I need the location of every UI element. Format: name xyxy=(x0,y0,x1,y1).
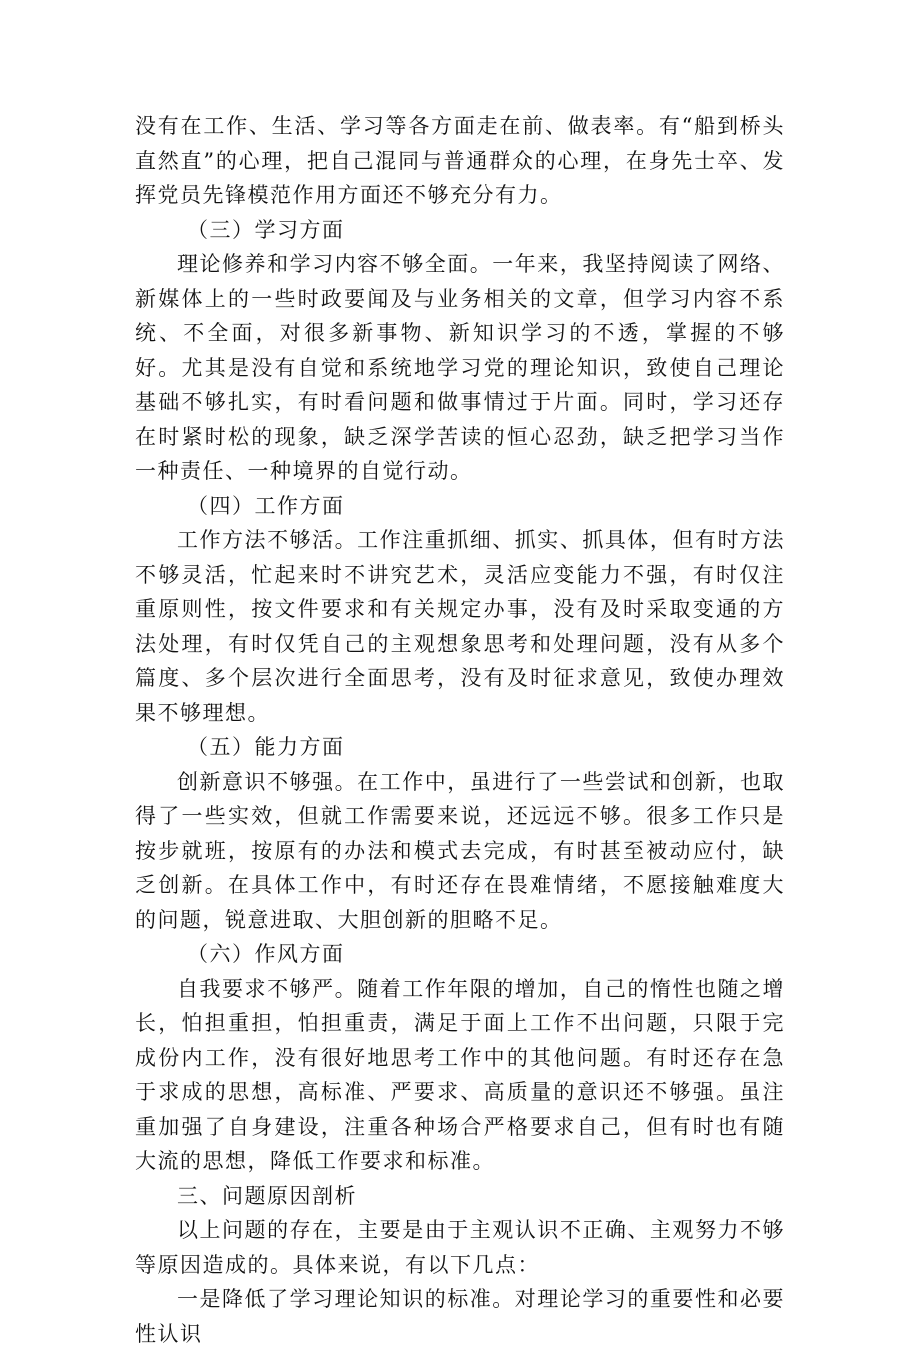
heading-ability: （五）能力方面 xyxy=(187,735,345,759)
heading-work: （四）工作方面 xyxy=(187,493,345,518)
paragraph-cause: 以上问题的存在，主要是由于主观认识不正确、主观努力不够等原因造成的。具体来说，有以下几点： xyxy=(135,1218,785,1277)
paragraph-ability: 创新意识不够强。在工作中，虽进行了一些尝试和创新，也取得了一些实效，但就工作需要来说，还远远不够。很多工作只是按步就班，按原有的办法和模式去完成，有时甚至被动应付，缺乏创新。在具体工作中，有时还存在畏难情绪，不愿接触难度大的问题，锐意进取、大胆创新的胆略不足。 xyxy=(135,769,785,932)
heading-study: （三）学习方面 xyxy=(187,217,345,242)
paragraph-study: 理论修养和学习内容不够全面。一年来，我坚持阅读了网络、新媒体上的一些时政要闻及与业务相关的文章，但学习内容不系统、不全面，对很多新事物、新知识学习的不透，掌握的不够好。尤其是没有自觉和系统地学习党的理论知识，致使自己理论基础不够扎实，有时看问题和做事情过于片面。同时，学习还存在时紧时松的现象，缺乏深学苦读的恒心忍劲，缺乏把学习当作一种责任、一种境界的自觉行动。 xyxy=(135,252,785,483)
paragraph-work: 工作方法不够活。工作注重抓细、抓实、抓具体，但有时方法不够灵活，忙起来时不讲究艺术，灵活应变能力不强，有时仅注重原则性，按文件要求和有关规定办事，没有及时采取变通的方法处理，有时仅凭自己的主观想象思考和处理问题，没有从多个篇度、多个层次进行全面思考，没有及时征求意见，致使办理效果不够理想。 xyxy=(135,528,785,725)
heading-style: （六）作风方面 xyxy=(187,942,345,966)
heading-cause: 三、问题原因剖析 xyxy=(177,1183,357,1208)
paragraph-style: 自我要求不够严。随着工作年限的增加，自己的惰性也随之增长，怕担重担，怕担重责，满足于面上工作不出问题，只限于完成份内工作，没有很好地思考工作中的其他问题。有时还存在急于求成的思想，高标准、严要求、高质量的意识还不够强。虽注重加强了自身建设，注重各种场合严格要求自己，但有时也有随大流的思想，降低工作要求和标准。 xyxy=(135,976,785,1173)
paragraph-first-point: 一是降低了学习理论知识的标准。对理论学习的重要性和必要性认识 xyxy=(135,1287,785,1346)
paragraph-intro: 没有在工作、生活、学习等各方面走在前、做表率。有“船到桥头直然直”的心理，把自己混同与普通群众的心理，在身先士卒、发挥党员先锋模范作用方面还不够充分有力。 xyxy=(135,114,785,207)
